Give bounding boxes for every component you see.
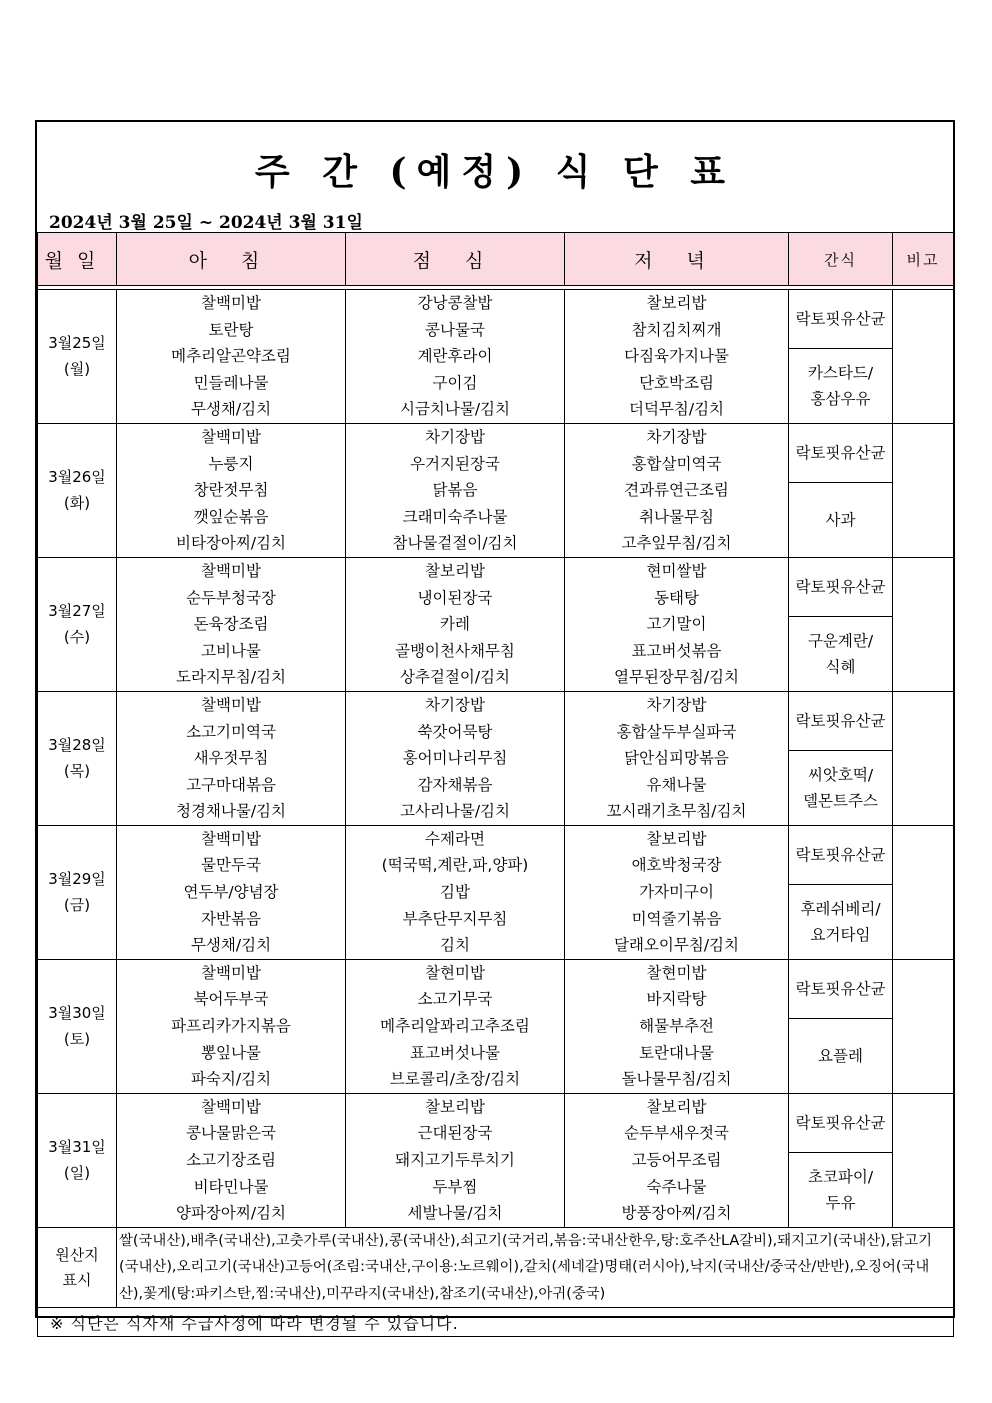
note-row [38,1308,954,1337]
lunch-item: 쑥갓어묵탕 [417,722,493,741]
breakfast-item: 창란젓무침 [193,481,269,500]
dinner-item: 해물부추전 [639,1017,714,1036]
lunch-item: 강낭콩찰밥 [417,294,493,312]
lunch-item: 메추리알꽈리고추조림 [380,1017,530,1036]
breakfast-item: 콩나물맑은국 [186,1124,276,1143]
day-weekday: (수) [63,628,91,647]
lunch-cell [346,691,565,825]
breakfast-item: 비타민나물 [193,1177,269,1196]
breakfast-item: 새우젓무침 [193,749,269,768]
lunch-item: 찰보리밥 [425,1097,485,1116]
breakfast-item: 찰백미밥 [201,695,261,714]
lunch-item: 김밥 [440,883,470,902]
breakfast-cell [117,825,346,959]
lunch-item: 소고기무국 [417,990,493,1009]
dinner-item: 찰보리밥 [646,294,707,312]
lunch-item: 두부찜 [432,1177,478,1196]
days-body [38,290,954,1228]
breakfast-item: 소고기미역국 [186,722,276,741]
breakfast-item: 비타장아찌/김치 [175,534,287,553]
remark-cell [893,1093,954,1227]
dinner-item: 고기말이 [646,615,707,634]
day-date: 3월26일 [48,468,106,487]
dinner-item: 표고버섯볶음 [631,641,722,660]
dinner-item: 찰보리밥 [646,829,707,848]
snack-probiotic: 락토핏유산균 [789,959,893,1018]
breakfast-item: 찰백미밥 [201,294,261,312]
snack-item: 사과 [825,510,856,529]
dinner-item: 미역줄기볶음 [631,909,722,928]
page-title: 주 간 (예정) 식 단 표 [254,151,736,193]
breakfast-item: 순두부청국장 [186,588,276,607]
dinner-item: 찰보리밥 [646,1097,707,1116]
day-date: 3월29일 [48,870,106,889]
dinner-item: 애호박청국장 [631,856,722,875]
remark-cell [893,959,954,1093]
snack-item: 카스타드/ [807,363,874,382]
snack-item-cell [789,616,893,691]
dinner-item: 현미쌀밥 [646,561,707,580]
breakfast-cell [117,557,346,691]
dinner-item: 방풍장아찌/김치 [621,1204,732,1223]
snack-item: 식혜 [825,657,856,676]
day-date-cell [38,423,117,557]
breakfast-item: 도라지무침/김치 [175,668,287,687]
day-row [38,423,954,482]
breakfast-cell [117,290,346,424]
day-date-cell [38,959,117,1093]
breakfast-item: 북어두부국 [193,990,269,1009]
origin-row [38,1227,954,1308]
snack-item: 요거타임 [810,925,871,944]
dinner-item: 동태탕 [654,588,699,607]
lunch-item: 구이김 [432,373,478,392]
breakfast-item: 찰백미밥 [201,561,261,580]
dinner-cell [565,691,789,825]
menu-sheet [35,120,955,1333]
breakfast-item: 파숙지/김치 [190,1070,272,1089]
day-date: 3월28일 [48,736,106,755]
breakfast-item: 찰백미밥 [201,1097,261,1116]
lunch-item: 참나물겉절이/김치 [392,534,518,553]
breakfast-item: 토란탕 [208,320,254,339]
breakfast-cell [117,423,346,557]
breakfast-item: 찰백미밥 [201,829,261,848]
breakfast-item: 무생채/김치 [190,400,272,419]
breakfast-item: 소고기장조림 [186,1151,276,1169]
lunch-cell [346,1093,565,1227]
lunch-item: 상추겉절이/김치 [399,668,511,687]
day-date-cell [38,290,117,424]
day-date: 3월31일 [48,1138,106,1157]
header-lunch: 점 심 [346,233,565,286]
snack-probiotic: 락토핏유산균 [789,557,893,616]
lunch-item: 골뱅이천사채무침 [395,641,515,660]
lunch-item: 수제라면 [425,829,485,848]
header-remark: 비고 [893,233,954,286]
lunch-item: 홍어미나리무침 [402,749,508,768]
lunch-item: 우거지된장국 [410,454,500,473]
dinner-item: 더덕무침/김치 [628,400,725,419]
remark-cell [893,423,954,557]
snack-probiotic: 락토핏유산균 [789,825,893,884]
breakfast-item: 뽕잎나물 [201,1043,261,1062]
dinner-item: 토란대나물 [639,1043,714,1062]
dinner-item: 홍합살두부실파국 [616,722,737,741]
lunch-item: 찰현미밥 [425,963,485,982]
header-row [38,233,954,286]
day-weekday: (월) [63,360,91,379]
day-weekday: (목) [63,762,91,781]
dinner-item: 열무된장무침/김치 [613,668,739,687]
day-row [38,691,954,750]
dinner-item: 차기장밥 [646,695,707,714]
snack-item-cell [789,482,893,557]
dinner-item: 유채나물 [646,775,707,794]
lunch-item: 근대된장국 [417,1124,493,1143]
lunch-cell [346,423,565,557]
snack-item-cell [789,750,893,825]
snack-item: 구운계란/ [807,631,874,650]
day-date: 3월27일 [48,602,106,621]
origin-label [38,1227,117,1308]
lunch-item: 닭볶음 [432,481,478,500]
header-snack: 간식 [789,233,893,286]
remark-cell [893,557,954,691]
lunch-item: 카레 [440,615,470,634]
lunch-item: 계란후라이 [417,347,493,366]
dinner-item: 달래오이무침/김치 [613,936,739,955]
dinner-cell [565,290,789,424]
day-date-cell [38,825,117,959]
snack-item-cell [789,1018,893,1093]
day-date-cell [38,691,117,825]
lunch-item: (떡국떡,계란,파,양파) [381,856,529,875]
header-dinner: 저 녁 [565,233,789,286]
breakfast-cell [117,691,346,825]
lunch-item: 차기장밥 [425,695,485,714]
lunch-item: 콩나물국 [425,320,485,339]
lunch-item: 냉이된장국 [417,588,493,607]
breakfast-item: 민들레나물 [193,373,269,392]
day-weekday: (금) [63,896,91,915]
breakfast-item: 찰백미밥 [201,963,261,982]
snack-item-cell [789,884,893,959]
lunch-item: 찰보리밥 [425,561,485,580]
lunch-item: 감자채볶음 [417,775,493,794]
day-row [38,557,954,616]
dinner-item: 숙주나물 [646,1177,707,1196]
breakfast-item: 연두부/양념장 [183,883,279,902]
breakfast-item: 찰백미밥 [201,427,261,446]
remark-cell [893,825,954,959]
date-range: 2024년 3월 25일 ~ 2024년 3월 31일 [49,213,363,233]
lunch-cell [346,825,565,959]
breakfast-item: 자반볶음 [201,909,261,928]
day-date-cell [38,557,117,691]
dinner-item: 바지락탕 [646,990,707,1009]
lunch-item: 크래미숙주나물 [402,507,508,526]
dinner-item: 차기장밥 [646,427,707,446]
snack-item: 두유 [825,1193,856,1212]
dinner-cell [565,825,789,959]
dinner-cell [565,423,789,557]
dinner-item: 순두부새우젓국 [624,1124,729,1143]
snack-probiotic: 락토핏유산균 [789,423,893,482]
snack-probiotic: 락토핏유산균 [789,290,893,349]
breakfast-item: 청경채나물/김치 [175,802,287,821]
header-breakfast: 아 침 [117,233,346,286]
breakfast-item: 고비나물 [201,641,261,660]
remark-cell [893,691,954,825]
snack-item: 요플레 [818,1046,863,1065]
snack-item: 씨앗호떡/ [807,765,874,784]
lunch-item: 브로콜리/초장/김치 [389,1070,521,1089]
day-date-cell [38,1093,117,1227]
snack-probiotic: 락토핏유산균 [789,1093,893,1152]
dinner-cell [565,959,789,1093]
dinner-item: 돌나물무침/김치 [621,1070,732,1089]
breakfast-item: 양파장아찌/김치 [175,1204,287,1223]
breakfast-item: 파프리카가지볶음 [171,1017,291,1036]
snack-item: 후레쉬베리/ [800,899,881,918]
change-notice: ※ 식단은 식자재 수급사정에 따라 변경될 수 있습니다. [38,1308,954,1337]
lunch-item: 돼지고기두루치기 [395,1151,515,1169]
snack-item-cell [789,1152,893,1227]
dinner-item: 다짐육가지나물 [624,347,729,366]
dinner-item: 가자미구이 [639,883,714,902]
dinner-item: 닭안심피망볶음 [624,749,729,768]
lunch-item: 시금치나물/김치 [399,400,511,419]
day-date: 3월30일 [48,1004,106,1023]
lunch-item: 표고버섯나물 [410,1043,500,1062]
dinner-item: 고추잎무침/김치 [621,534,732,553]
lunch-item: 부추단무지무침 [402,909,508,928]
breakfast-cell [117,959,346,1093]
day-weekday: (화) [63,494,91,513]
dinner-item: 홍합살미역국 [631,454,722,473]
dinner-item: 고등어무조림 [631,1151,722,1169]
breakfast-item: 깻잎순볶음 [193,507,269,526]
lunch-cell [346,959,565,1093]
snack-item: 홍삼우유 [810,389,871,408]
breakfast-item: 무생채/김치 [190,936,272,955]
day-row [38,1093,954,1152]
breakfast-item: 누룽지 [208,454,254,473]
lunch-cell [346,290,565,424]
remark-cell [893,290,954,424]
dinner-cell [565,1093,789,1227]
dinner-item: 취나물무침 [639,507,714,526]
lunch-item: 차기장밥 [425,427,485,446]
dinner-item: 견과류연근조림 [624,481,729,500]
day-weekday: (토) [63,1030,91,1049]
day-row [38,290,954,349]
snack-item: 델몬트주스 [803,791,878,810]
breakfast-item: 돈육장조림 [193,615,269,634]
breakfast-item: 메추리알곤약조림 [171,347,291,366]
dinner-item: 꼬시래기초무침/김치 [606,802,747,821]
lunch-item: 세발나물/김치 [407,1204,503,1223]
day-date: 3월25일 [48,334,106,353]
origin-label-line2: 표시 [62,1270,92,1289]
lunch-item: 김치 [440,936,470,955]
dinner-item: 단호박조림 [639,373,714,392]
day-weekday: (일) [63,1164,91,1183]
header-date: 월일 [38,233,117,286]
lunch-cell [346,557,565,691]
dinner-item: 참치김치찌개 [631,320,722,339]
dinner-item: 찰현미밥 [646,963,707,982]
dinner-cell [565,557,789,691]
day-row [38,959,954,1018]
breakfast-cell [117,1093,346,1227]
snack-probiotic: 락토핏유산균 [789,691,893,750]
breakfast-item: 고구마대볶음 [186,775,276,794]
origin-label-line1: 원산지 [55,1245,99,1264]
menu-table [37,232,954,1337]
day-row [38,825,954,884]
snack-item: 초코파이/ [807,1167,874,1186]
snack-item-cell [789,348,893,423]
lunch-item: 고사리나물/김치 [399,802,511,821]
breakfast-item: 물만두국 [201,856,261,875]
origin-text: 쌀(국내산),배추(국내산),고춧가루(국내산),콩(국내산),쇠고기(국거리,볶음:국내산한우,탕:호주산LA갈비),돼지고기(국내산),닭고기(국내산),오리고기(국내산)고등어(조림:국내산,구이용:노르웨이),갈치(세네갈)명태(러시아),낙지(국내산/중국산/반반),오징어(국내산),꽃게(탕:파키스탄,찜:국내산),미꾸라지(국내산),참조기(국내산),아귀(중국) [117,1227,954,1308]
